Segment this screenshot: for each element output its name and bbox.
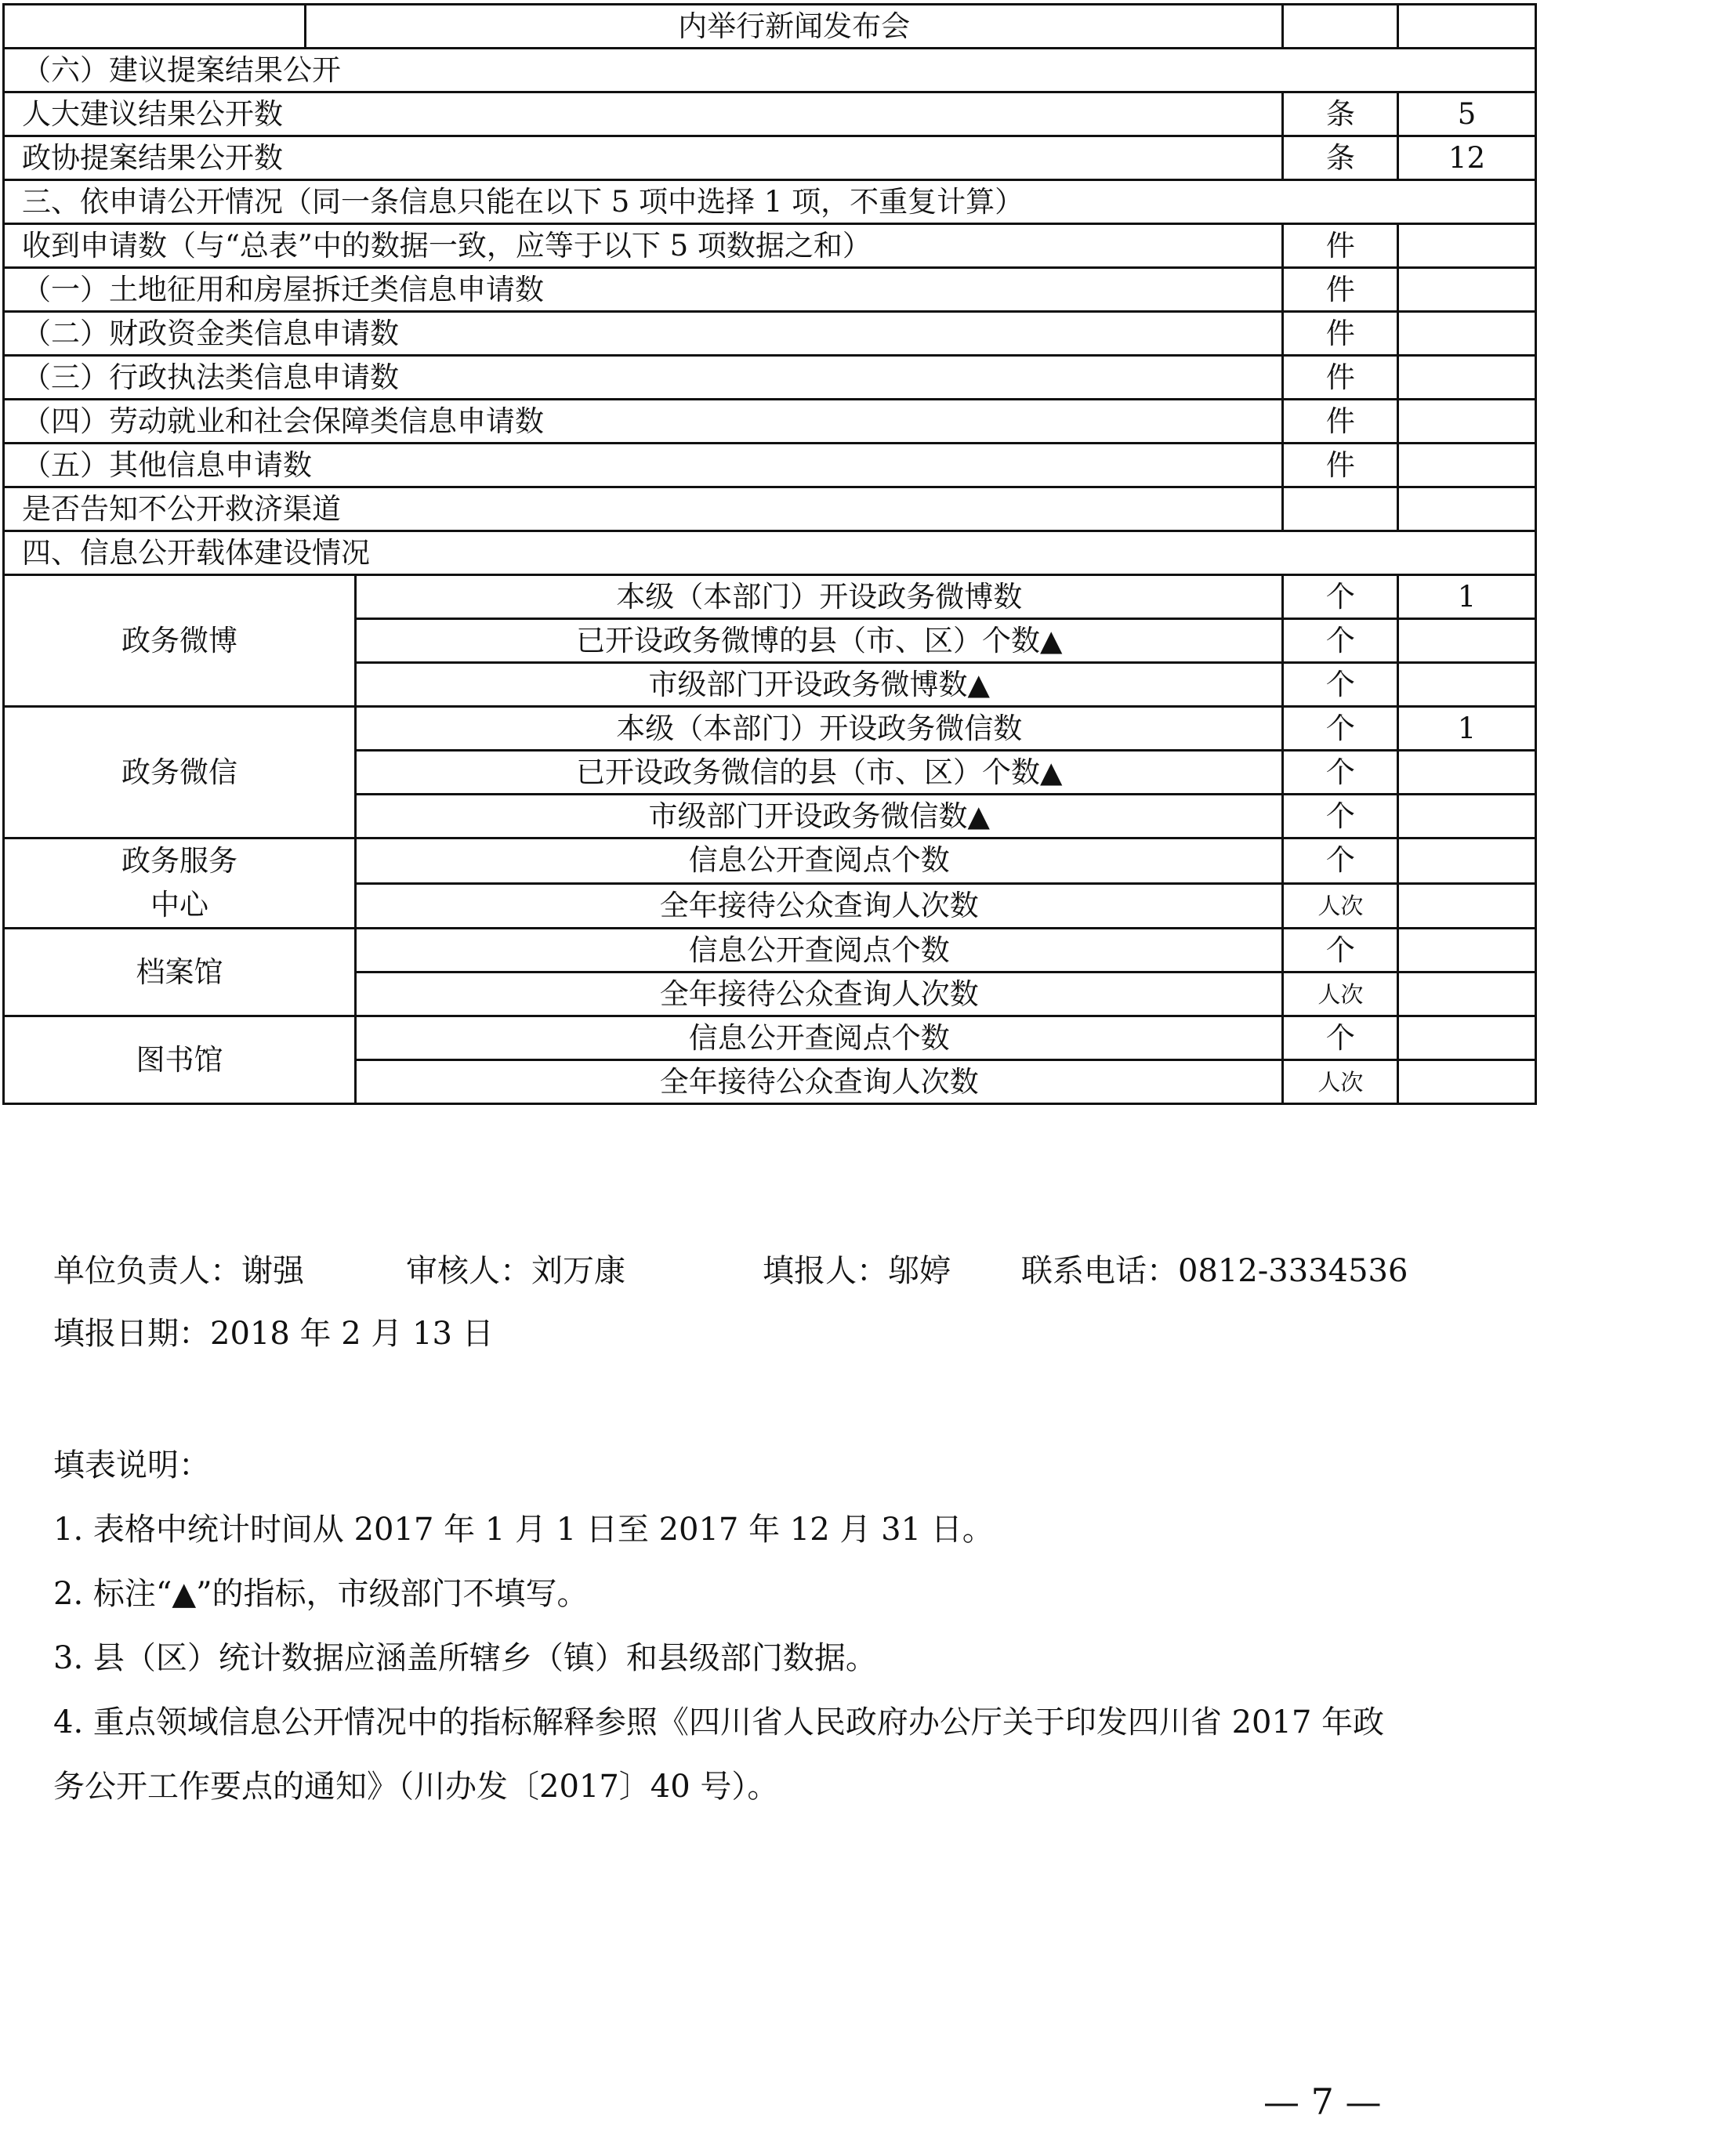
value-cell <box>1398 268 1536 312</box>
table-row <box>4 487 1536 531</box>
value-cell <box>1398 1016 1536 1060</box>
item-label: 全年接待公众查询人次数 <box>356 972 1283 1016</box>
value-cell <box>1398 883 1536 929</box>
value-cell <box>1398 795 1536 838</box>
unit-cell: 人次 <box>1283 1060 1398 1104</box>
item-label: 本级（本部门）开设政务微博数 <box>356 575 1283 619</box>
note-item: 1. 表格中统计时间从 2017 年 1 月 1 日至 2017 年 12 月 31 日。 <box>53 1512 994 1548</box>
unit-cell: 个 <box>1283 663 1398 707</box>
item-label: 信息公开查阅点个数 <box>356 1016 1283 1060</box>
value-cell <box>1398 444 1536 487</box>
unit-cell: 条 <box>1283 136 1398 180</box>
table-row <box>4 575 1536 619</box>
page-number: — 7 — <box>1263 2081 1382 2123</box>
item-label: 全年接待公众查询人次数 <box>356 883 1283 929</box>
section-heading: （六）建议提案结果公开 <box>4 49 1536 92</box>
category-line: 政务服务 <box>121 844 238 878</box>
unit-cell: 件 <box>1283 444 1398 487</box>
item-label: 内举行新闻发布会 <box>305 5 1283 49</box>
item-label: 市级部门开设政务微信数▲ <box>356 795 1283 838</box>
category-weixin: 政务微信 <box>4 707 356 838</box>
table-row <box>4 312 1536 356</box>
table-row <box>4 838 1536 884</box>
table-row <box>4 531 1536 575</box>
item-label: （五）其他信息申请数 <box>4 444 1283 487</box>
category-service-center <box>4 838 356 929</box>
table-row <box>4 444 1536 487</box>
value-cell <box>1398 751 1536 795</box>
item-label: （四）劳动就业和社会保障类信息申请数 <box>4 400 1283 444</box>
table-row <box>4 136 1536 180</box>
unit-cell: 件 <box>1283 312 1398 356</box>
unit-cell: 个 <box>1283 1016 1398 1060</box>
category-library: 图书馆 <box>4 1016 356 1104</box>
statistics-table <box>2 3 1537 1105</box>
value-cell <box>1398 1060 1536 1104</box>
item-label: 人大建议结果公开数 <box>4 92 1283 136</box>
value-cell <box>1398 5 1536 49</box>
table-row <box>4 400 1536 444</box>
table-row <box>4 268 1536 312</box>
value-cell <box>1398 312 1536 356</box>
unit-cell: 个 <box>1283 707 1398 751</box>
item-label: 已开设政务微信的县（市、区）个数▲ <box>356 751 1283 795</box>
unit-cell: 件 <box>1283 400 1398 444</box>
unit-cell: 条 <box>1283 92 1398 136</box>
unit-cell: 人次 <box>1283 972 1398 1016</box>
value-cell <box>1398 400 1536 444</box>
item-label: 是否告知不公开救济渠道 <box>4 487 1283 531</box>
unit-cell <box>1283 5 1398 49</box>
item-label: （三）行政执法类信息申请数 <box>4 356 1283 400</box>
table-row <box>4 49 1536 92</box>
unit-cell: 人次 <box>1283 883 1398 929</box>
signature-line <box>53 1246 1408 1291</box>
unit-cell: 件 <box>1283 224 1398 268</box>
value-cell <box>1398 356 1536 400</box>
category-line: 中心 <box>150 888 209 922</box>
category-archives: 档案馆 <box>4 929 356 1016</box>
section-heading: 四、信息公开载体建设情况 <box>4 531 1536 575</box>
value-cell <box>1398 487 1536 531</box>
item-label: 本级（本部门）开设政务微信数 <box>356 707 1283 751</box>
unit-cell: 个 <box>1283 795 1398 838</box>
item-label: 市级部门开设政务微博数▲ <box>356 663 1283 707</box>
value-cell: 1 <box>1398 575 1536 619</box>
value-cell <box>1398 619 1536 663</box>
unit-cell: 个 <box>1283 751 1398 795</box>
value-cell: 5 <box>1398 92 1536 136</box>
category-weibo: 政务微博 <box>4 575 356 707</box>
reviewer: 审核人：刘万康 <box>406 1253 625 1289</box>
unit-cell: 件 <box>1283 268 1398 312</box>
notes-heading: 填表说明： <box>53 1447 210 1483</box>
table-row <box>4 707 1536 751</box>
value-cell <box>1398 663 1536 707</box>
note-item: 2. 标注“▲”的指标，市级部门不填写。 <box>53 1576 589 1612</box>
value-cell <box>1398 224 1536 268</box>
responsible-person: 单位负责人：谢强 <box>53 1253 304 1289</box>
unit-cell: 个 <box>1283 619 1398 663</box>
item-label: 政协提案结果公开数 <box>4 136 1283 180</box>
table-row <box>4 5 1536 49</box>
table-row <box>4 929 1536 972</box>
unit-cell: 个 <box>1283 838 1398 884</box>
unit-cell: 个 <box>1283 929 1398 972</box>
item-label: 已开设政务微博的县（市、区）个数▲ <box>356 619 1283 663</box>
table-row <box>4 356 1536 400</box>
item-label: （一）土地征用和房屋拆迁类信息申请数 <box>4 268 1283 312</box>
table-row <box>4 92 1536 136</box>
table-row <box>4 224 1536 268</box>
value-cell <box>1398 838 1536 884</box>
note-item: 务公开工作要点的通知》（川办发〔2017〕40 号）。 <box>53 1769 779 1805</box>
item-label: 信息公开查阅点个数 <box>356 838 1283 884</box>
item-label: 收到申请数（与“总表”中的数据一致，应等于以下 5 项数据之和） <box>4 224 1283 268</box>
value-cell: 12 <box>1398 136 1536 180</box>
item-label: （二）财政资金类信息申请数 <box>4 312 1283 356</box>
filler: 填报人：邬婷 <box>763 1253 951 1289</box>
note-item: 4. 重点领域信息公开情况中的指标解释参照《四川省人民政府办公厅关于印发四川省 2017 年政 <box>53 1704 1385 1740</box>
value-cell <box>1398 972 1536 1016</box>
note-item: 3. 县（区）统计数据应涵盖所辖乡（镇）和县级部门数据。 <box>53 1640 877 1676</box>
blank-cell <box>4 5 306 49</box>
table-row <box>4 180 1536 224</box>
report-date: 填报日期：2018 年 2 月 13 日 <box>53 1316 494 1352</box>
value-cell: 1 <box>1398 707 1536 751</box>
value-cell <box>1398 929 1536 972</box>
table-row <box>4 1016 1536 1060</box>
unit-cell: 件 <box>1283 356 1398 400</box>
unit-cell: 个 <box>1283 575 1398 619</box>
item-label: 全年接待公众查询人次数 <box>356 1060 1283 1104</box>
contact-phone: 联系电话：0812-3334536 <box>1021 1253 1408 1289</box>
unit-cell <box>1283 487 1398 531</box>
section-heading: 三、依申请公开情况（同一条信息只能在以下 5 项中选择 1 项，不重复计算） <box>4 180 1536 224</box>
item-label: 信息公开查阅点个数 <box>356 929 1283 972</box>
